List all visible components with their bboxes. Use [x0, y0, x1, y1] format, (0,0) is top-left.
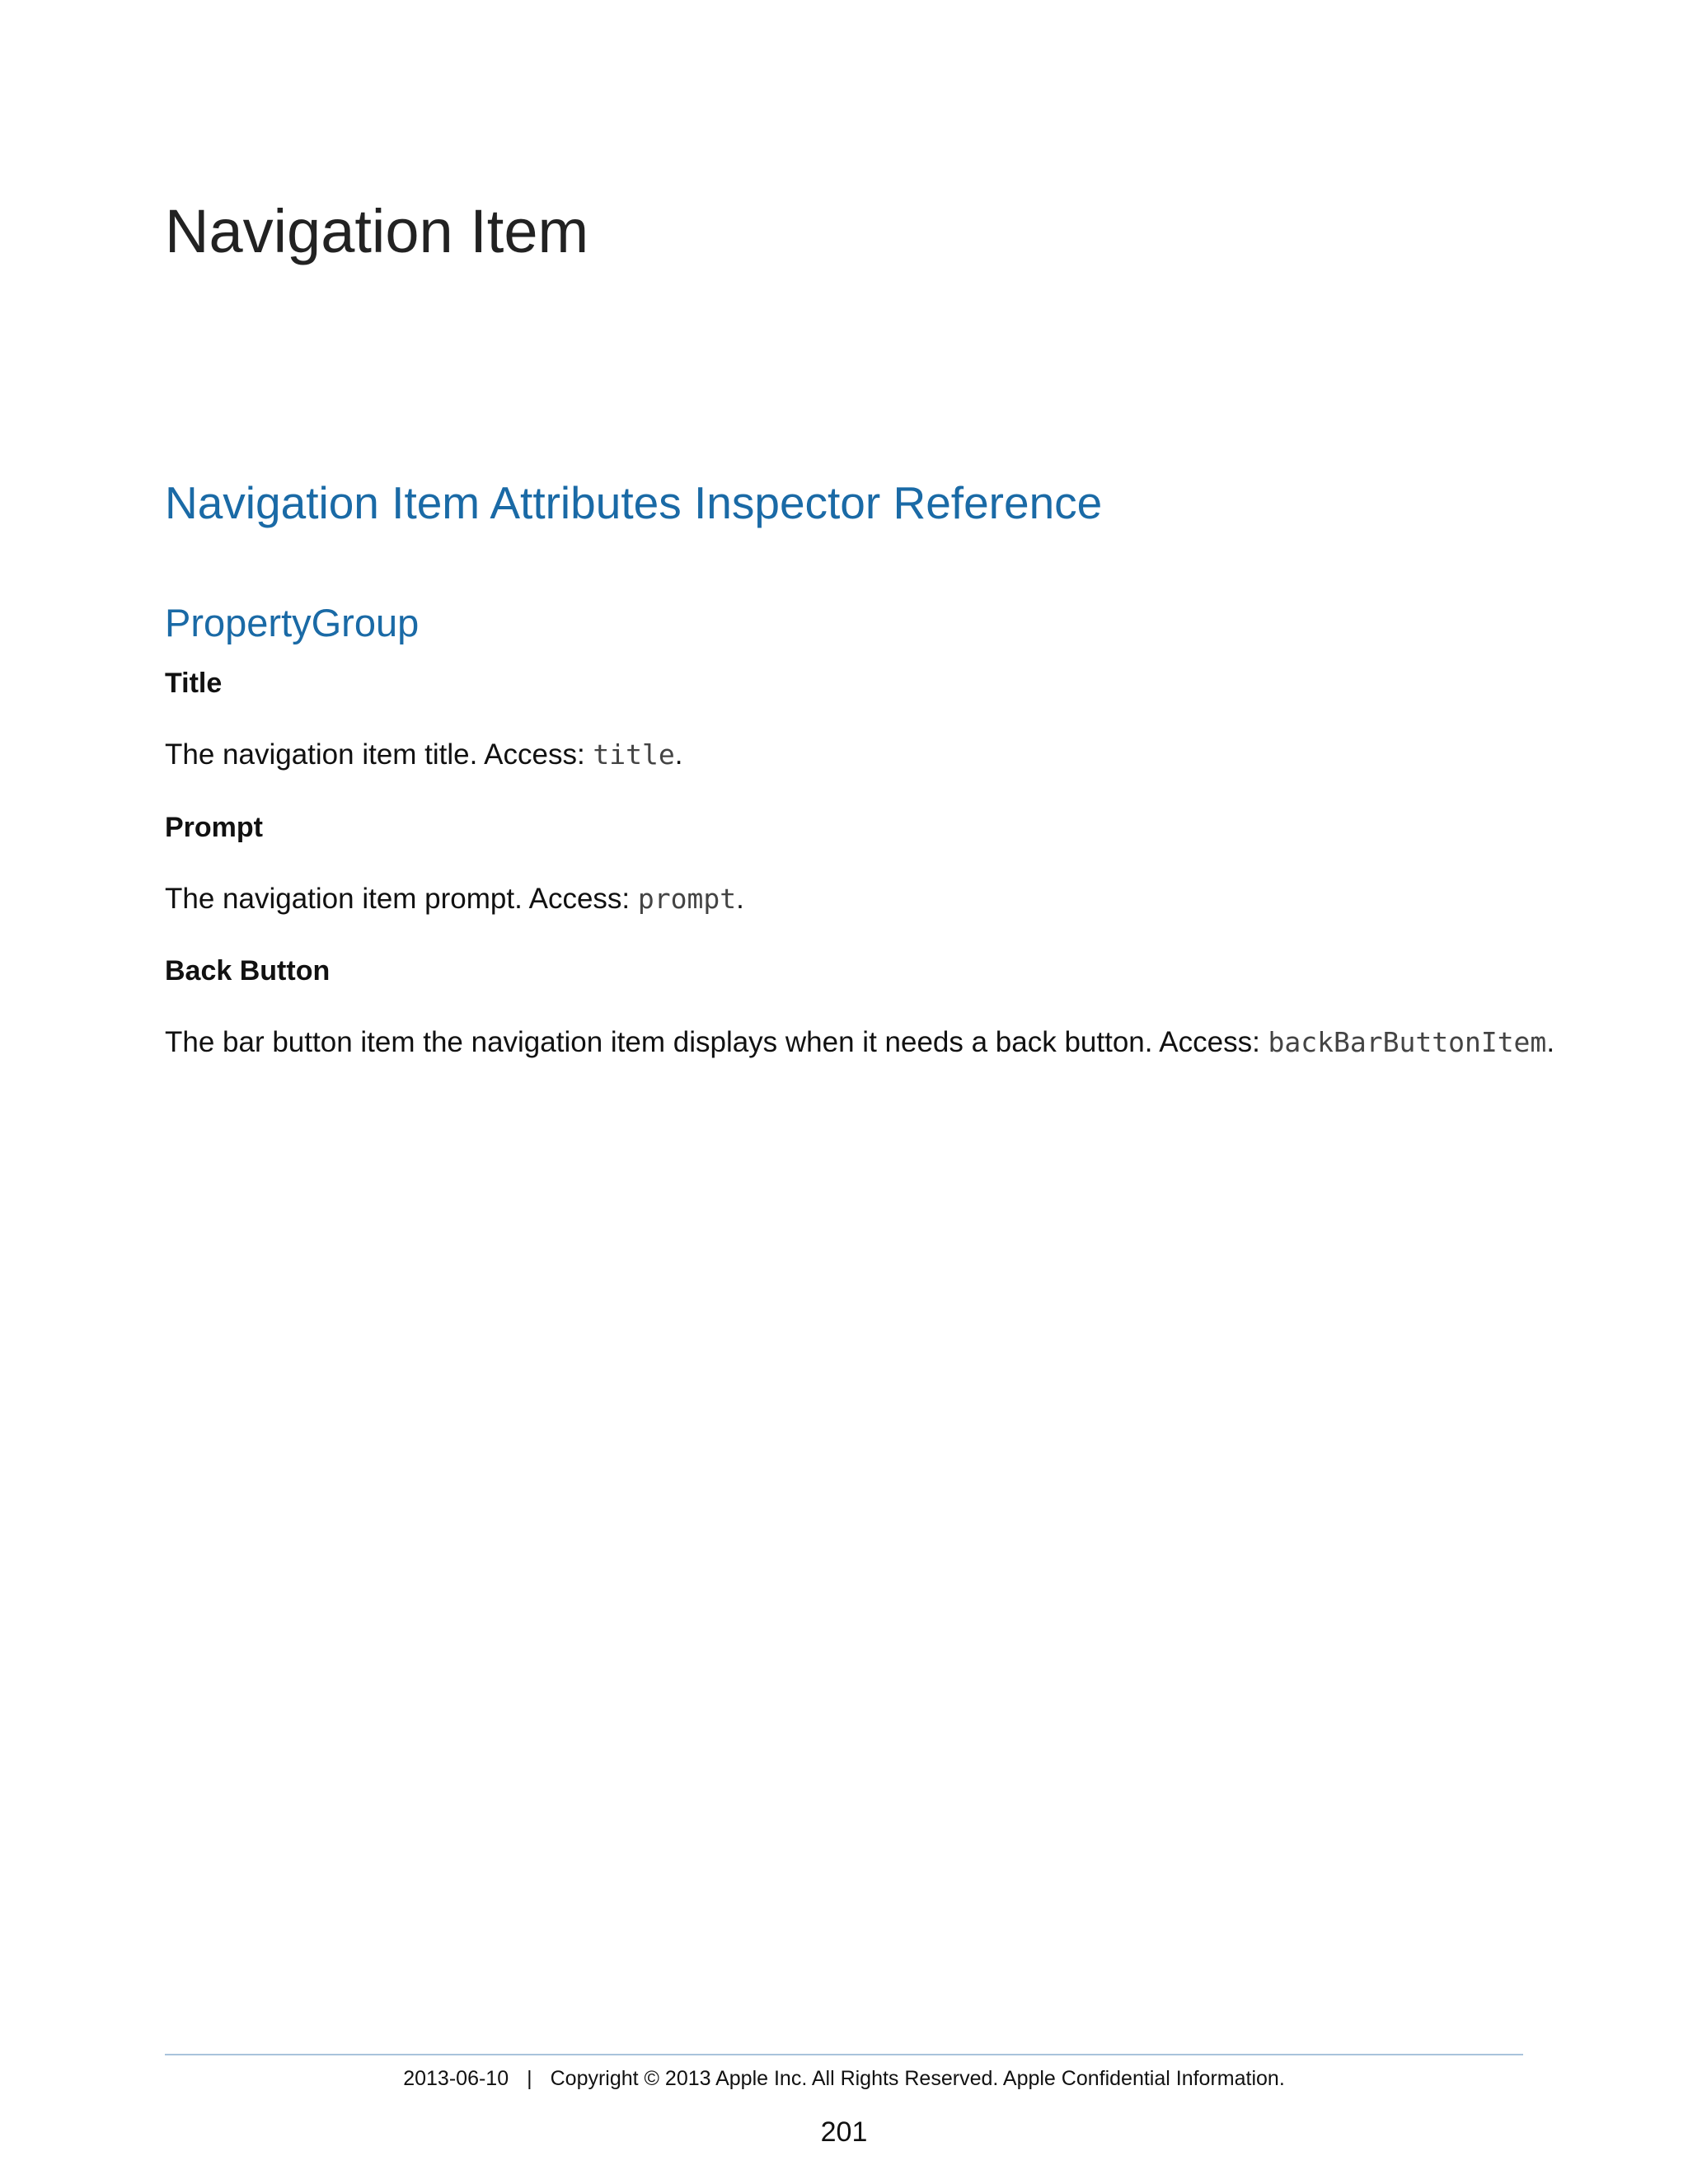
description-trailing: . — [736, 883, 744, 915]
description-text: The bar button item the navigation item displays when it needs a back button. Access: — [165, 1026, 1268, 1058]
description-text: The navigation item prompt. Access: — [165, 883, 638, 915]
footer-copyright: Copyright © 2013 Apple Inc. All Rights Reserved. Apple Confidential Information. — [550, 2067, 1285, 2090]
property-name-title: Title — [165, 668, 223, 699]
access-code: backBarButtonItem — [1268, 1026, 1547, 1058]
property-name-back-button: Back Button — [165, 955, 331, 987]
access-code: prompt — [637, 883, 737, 915]
footer-separator: | — [527, 2067, 532, 2090]
description-trailing: . — [1546, 1026, 1555, 1058]
chapter-title: Navigation Item — [165, 197, 589, 265]
property-description-prompt — [165, 883, 744, 916]
subsection-title: PropertyGroup — [165, 601, 420, 644]
description-text: The navigation item title. Access: — [165, 738, 593, 771]
page-number: 201 — [820, 2116, 868, 2148]
access-code: title — [593, 738, 675, 771]
footer-date: 2013-06-10 — [403, 2067, 509, 2090]
property-name-prompt: Prompt — [165, 812, 263, 843]
property-description-back-button — [165, 1026, 1554, 1059]
footer-divider — [165, 2054, 1523, 2055]
footer-copyright-line — [0, 2067, 1688, 2091]
section-title: Navigation Item Attributes Inspector Reference — [165, 477, 1103, 528]
property-description-title — [165, 738, 683, 771]
description-trailing: . — [674, 738, 683, 771]
